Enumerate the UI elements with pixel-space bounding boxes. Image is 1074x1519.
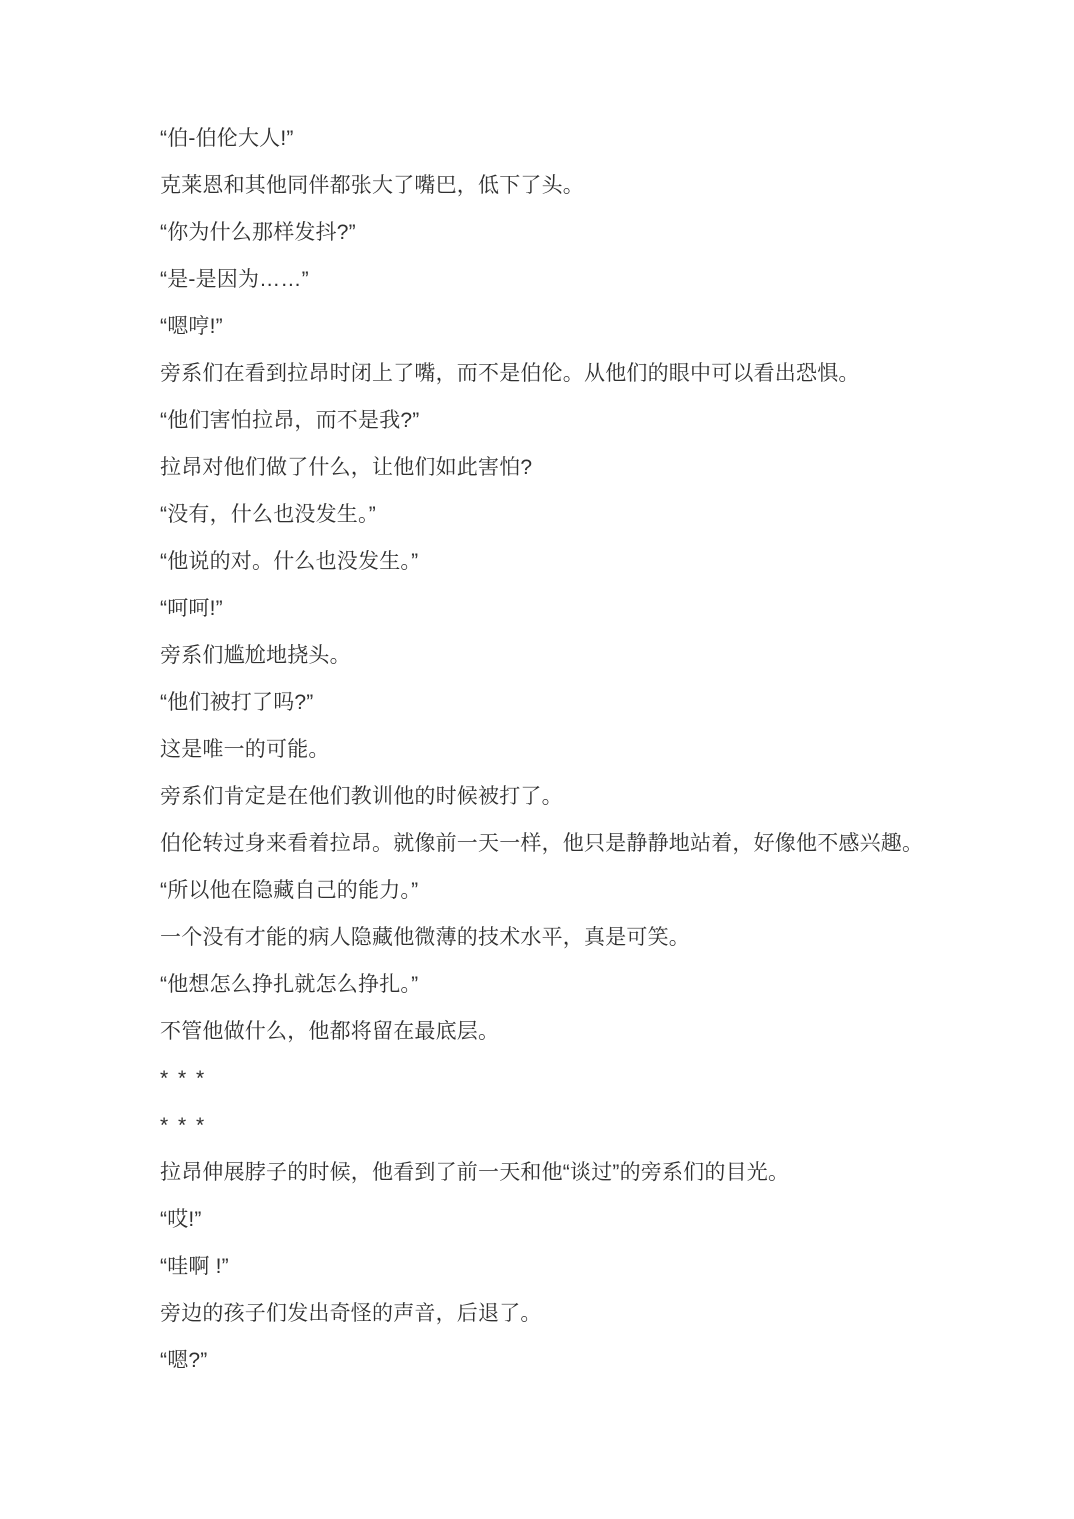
paragraph: “没有，什么也没发生。” bbox=[160, 503, 376, 526]
paragraph: 旁系们在看到拉昂时闭上了嘴，而不是伯伦。从他们的眼中可以看出恐惧。 bbox=[160, 362, 860, 385]
paragraph: 不管他做什么，他都将留在最底层。 bbox=[160, 1020, 500, 1043]
paragraph: “他们被打了吗?” bbox=[160, 691, 314, 714]
paragraph: “嗯哼!” bbox=[160, 315, 223, 338]
paragraph: “伯-伯伦大人!” bbox=[160, 127, 294, 150]
paragraph: “他想怎么挣扎就怎么挣扎。” bbox=[160, 973, 419, 996]
paragraph: 旁边的孩子们发出奇怪的声音，后退了。 bbox=[160, 1302, 542, 1325]
paragraph: 旁系们肯定是在他们教训他的时候被打了。 bbox=[160, 785, 563, 808]
paragraph: “你为什么那样发抖?” bbox=[160, 221, 356, 244]
section-separator: * * * bbox=[160, 1114, 207, 1137]
paragraph: “呵呵!” bbox=[160, 597, 223, 620]
paragraph: 拉昂对他们做了什么，让他们如此害怕? bbox=[160, 456, 533, 479]
paragraph: 克莱恩和其他同伴都张大了嘴巴，低下了头。 bbox=[160, 174, 584, 197]
paragraph: 旁系们尴尬地挠头。 bbox=[160, 644, 351, 667]
paragraph: “他说的对。什么也没发生。” bbox=[160, 550, 419, 573]
paragraph: “哎!” bbox=[160, 1208, 202, 1231]
paragraph: “是-是因为……” bbox=[160, 268, 309, 291]
paragraph: “嗯?” bbox=[160, 1349, 208, 1372]
paragraph: “所以他在隐藏自己的能力。” bbox=[160, 879, 419, 902]
paragraph: 这是唯一的可能。 bbox=[160, 738, 330, 761]
paragraph: 拉昂伸展脖子的时候，他看到了前一天和他“谈过”的旁系们的目光。 bbox=[160, 1161, 790, 1184]
paragraph: “他们害怕拉昂，而不是我?” bbox=[160, 409, 420, 432]
paragraph: “哇啊 !” bbox=[160, 1255, 229, 1278]
paragraph: 伯伦转过身来看着拉昂。就像前一天一样，他只是静静地站着，好像他不感兴趣。 bbox=[160, 832, 924, 855]
section-separator: * * * bbox=[160, 1067, 207, 1090]
paragraph: 一个没有才能的病人隐藏他微薄的技术水平，真是可笑。 bbox=[160, 926, 690, 949]
